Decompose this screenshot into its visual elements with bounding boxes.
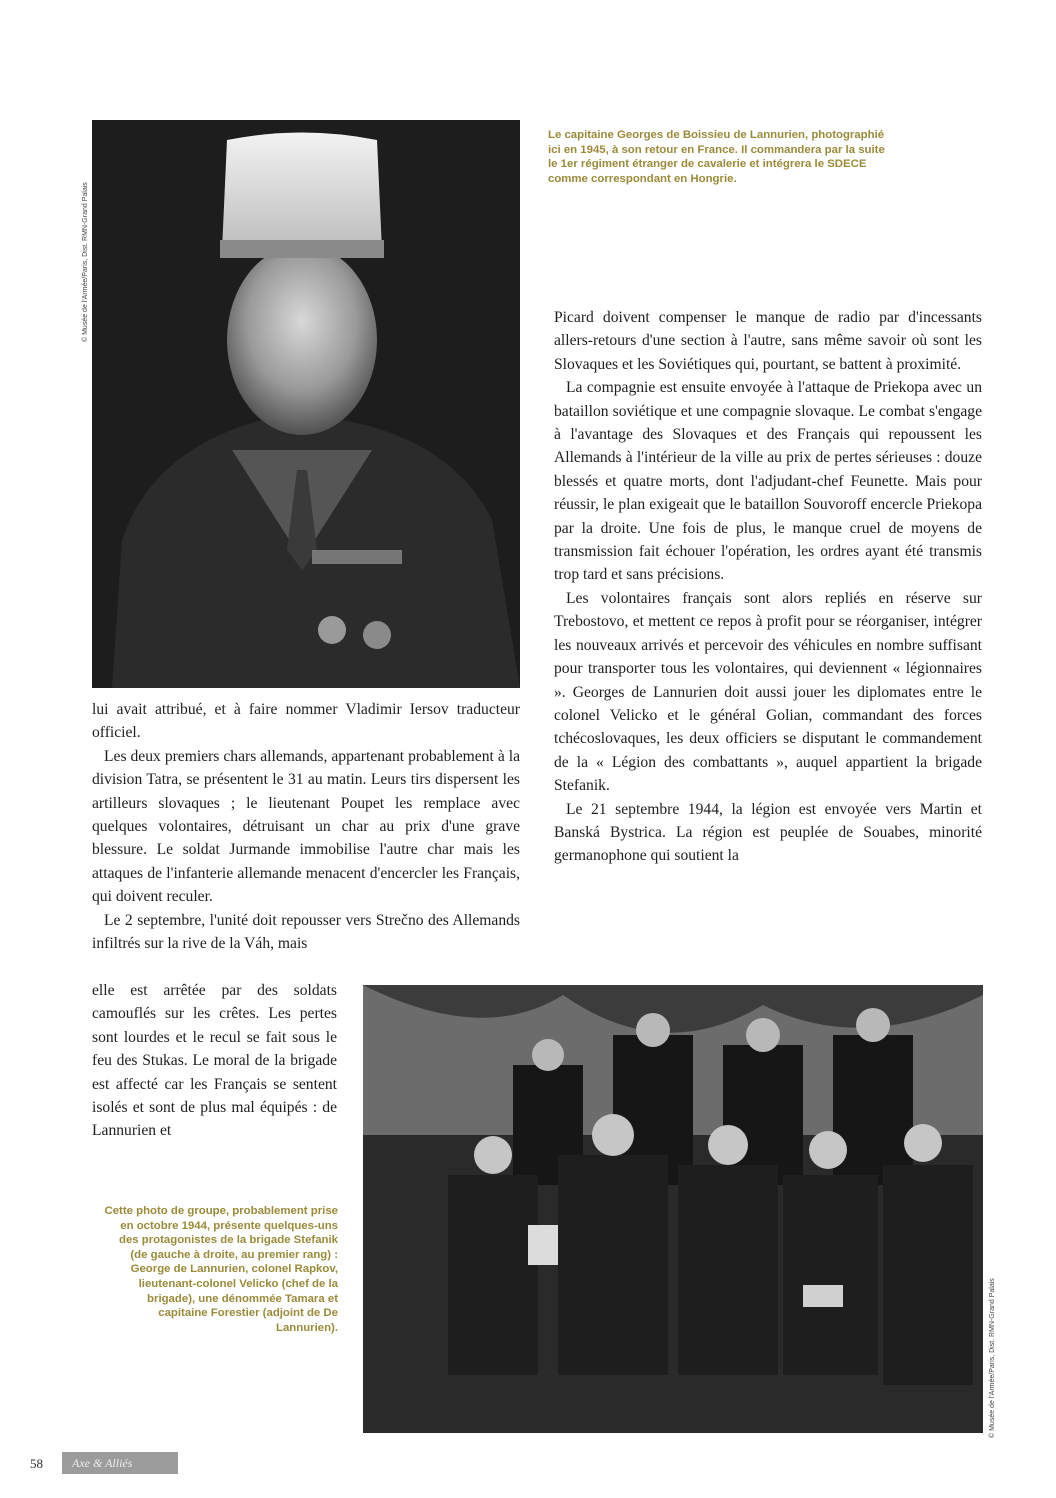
paragraph: Les deux premiers chars allemands, appartenant probablement à la division Tatra, se présentent le 31 au matin. Leurs tirs dispersent les artilleurs slovaques ; le lieutenant Poupet les remplace avec quelques volontaires, détruisant un char au prix d'une grave blessure. Le soldat Jurmande immobilise l'autre char mais les attaques de l'infanterie allemande menacent d'encercler les Français, qui doivent reculer. <box>92 747 520 906</box>
group-figures <box>363 985 983 1433</box>
portrait-credit: © Musée de l'Armée/Paris, Dist. RMN-Grand Palais <box>82 182 89 342</box>
left-text-column <box>92 698 520 955</box>
paragraph: La compagnie est ensuite envoyée à l'attaque de Priekopa avec un bataillon soviétique et une compagnie slovaque. Le combat s'engage à l'avantage des Slovaques et des Français qui repoussent les Allemands à l'intérieur de la ville au prix de pertes sérieuses : douze blessés et quatre morts, dont l'adjudant-chef Feunette. Mais pour réussir, le plan exigeait que le bataillon Souvoroff encercle Priekopa par la droite. Une fois de plus, le manque cruel de moyens de transmission fait échouer l'opération, les ordres ayant été transmis trop tard et sans précisions. <box>554 379 982 584</box>
paragraph: Le 2 septembre, l'unité doit repousser vers Strečno des Allemands infiltrés sur la rive de la Váh, mais <box>92 911 520 953</box>
page-number: 58 <box>30 1456 43 1471</box>
portrait-photo <box>92 120 520 688</box>
paragraph: lui avait attribué, et à faire nommer Vladimir Iersov traducteur officiel. <box>92 701 520 742</box>
paragraph: elle est arrêtée par des soldats camouflés sur les crêtes. Les pertes sont lourdes et le recul se fait sous le feu des Stukas. Le moral de la brigade est affecté car les Français se sentent isolés et sont de plus mal équipés : de Lannurien et <box>92 982 337 1140</box>
group-photo <box>363 985 983 1433</box>
group-photo-credit: © Musée de l'Armée/Paris, Dist. RMN-Grand Palais <box>989 1278 996 1438</box>
paragraph: Les volontaires français sont alors repliés en réserve sur Trebostovo, et mettent ce repos à profit pour se réorganiser, intégrer les nouveaux arrivés et percevoir des véhicules en nombre suffisant pour transporter tous les volontaires, qui deviennent « légionnaires ». Georges de Lannurien doit aussi jouer les diplomates entre le colonel Velicko et le général Golian, commandant des forces tchécoslovaques, les deux officiers se disputant le commandement de la « Légion des combattants », auquel appartient la brigade Stefanik. <box>554 589 982 795</box>
paragraph: Le 21 septembre 1944, la légion est envoyée vers Martin et Banská Bystrica. La région est peuplée de Souabes, minorité germanophone qui soutient la <box>554 800 982 865</box>
magazine-title: Axe & Alliés <box>62 1452 178 1474</box>
paragraph: Picard doivent compenser le manque de radio par d'incessants allers-retours d'une section à l'autre, sans même savoir où sont les Slovaques et les Soviétiques qui, pourtant, se battent à proximité. <box>554 309 982 373</box>
right-text-column <box>554 306 982 868</box>
portrait-caption: Le capitaine Georges de Boissieu de Lannurien, photographié ici en 1945, à son retour en France. Il commandera par la suite le 1er régiment étranger de cavalerie et intégrera le SDECE comme correspondant en Hongrie. <box>548 129 885 185</box>
group-photo-caption: Cette photo de groupe, probablement prise en octobre 1944, présente quelques-uns des protagonistes de la brigade Stefanik (de gauche à droite, au premier rang) : George de Lannurien, colonel Rapkov, lieutenant-colonel Velicko (chef de la brigade), une dénommée Tamara et capitaine Forestier (adjoint de De Lannurien). <box>104 1205 338 1334</box>
left-narrow-text <box>92 979 337 1143</box>
portrait-figure <box>92 120 520 688</box>
